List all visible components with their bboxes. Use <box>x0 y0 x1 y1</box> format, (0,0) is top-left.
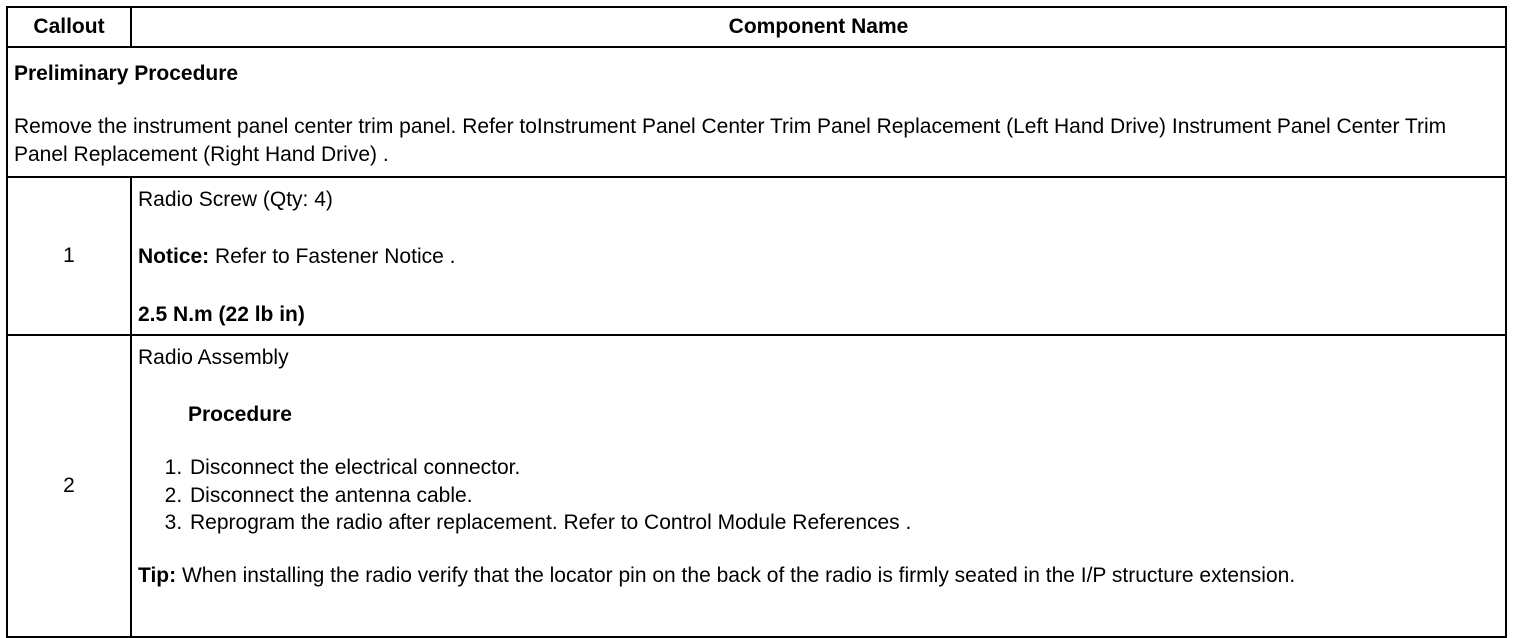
procedure-step: 3. Reprogram the radio after replacement. Refer to Control Module References . <box>188 509 1499 536</box>
table-row <box>7 177 1506 335</box>
tip-line <box>138 562 1499 589</box>
component-cell <box>131 335 1506 637</box>
callout-number: 1 <box>7 177 131 335</box>
callout-number: 2 <box>7 335 131 637</box>
component-name: Radio Screw (Qty: 4) <box>138 188 333 211</box>
component-table <box>6 6 1507 638</box>
procedure-steps <box>138 454 1499 536</box>
notice-line <box>138 243 1499 270</box>
procedure-heading: Procedure <box>188 403 292 427</box>
table-header-row <box>7 7 1506 47</box>
tip-text: When installing the radio verify that the locator pin on the back of the radio is firmly seated in the I/P structure extension. <box>176 564 1296 588</box>
preliminary-title: Preliminary Procedure <box>14 62 239 85</box>
column-header-callout: Callout <box>7 7 131 47</box>
column-header-component-name: Component Name <box>131 7 1506 47</box>
procedure-step: 2. Disconnect the antenna cable. <box>188 482 1499 509</box>
procedure-step: 1. Disconnect the electrical connector. <box>188 454 1499 481</box>
notice-label: Notice: <box>138 245 210 269</box>
torque-spec: 2.5 N.m (22 lb in) <box>138 302 305 326</box>
preliminary-text: Remove the instrument panel center trim panel. Refer toInstrument Panel Center Trim Panel Replacement (Left Hand Drive) Instrument Panel Center Trim Panel Replacement (Right Hand Drive) . <box>14 115 1447 166</box>
tip-label: Tip: <box>138 564 177 588</box>
table-row <box>7 335 1506 637</box>
notice-text: Refer to Fastener Notice . <box>209 245 456 269</box>
preliminary-row <box>7 47 1506 177</box>
component-name: Radio Assembly <box>138 345 289 369</box>
preliminary-cell <box>7 47 1506 177</box>
component-cell <box>131 177 1506 335</box>
